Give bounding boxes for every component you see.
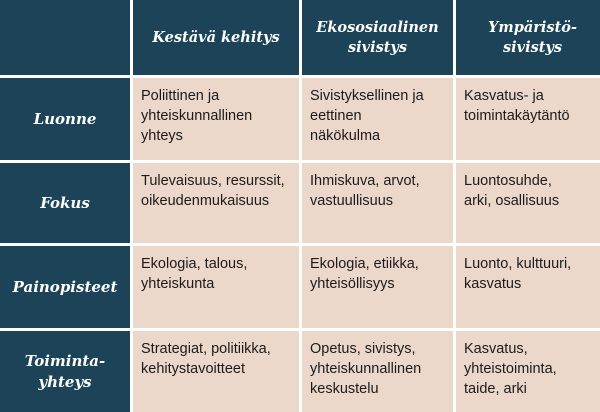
table-cell: Sivistyksellinen ja eettinen näkökulma — [302, 78, 453, 160]
table-cell: Kasvatus, yhteistoiminta, taide, arki — [456, 331, 600, 412]
column-header-environmental-education: Ympäristö- sivistys — [456, 0, 600, 75]
table-cell: Luontosuhde, arki, osallisuus — [456, 163, 600, 243]
table-cell: Poliittinen ja yhteiskunnallinen yhteys — [133, 78, 299, 160]
table-cell: Ekologia, talous, yhteiskunta — [133, 246, 299, 328]
table-cell: Opetus, sivistys, yhteiskunnallinen keskustelu — [302, 331, 453, 412]
table-cell: Ihmiskuva, arvot, vastuullisuus — [302, 163, 453, 243]
column-header-ecosocial-education: Ekososiaalinen sivistys — [302, 0, 453, 75]
row-header-focus: Fokus — [0, 163, 130, 243]
column-header-sustainable-development: Kestävä kehitys — [133, 0, 299, 75]
row-header-context: Toiminta- yhteys — [0, 331, 130, 412]
row-header-nature: Luonne — [0, 78, 130, 160]
row-header-priorities: Painopisteet — [0, 246, 130, 328]
table-cell: Strategiat, politiikka, kehitystavoitteet — [133, 331, 299, 412]
table-corner-cell — [0, 0, 130, 75]
table-cell: Luonto, kulttuuri, kasvatus — [456, 246, 600, 328]
table-cell: Ekologia, etiikka, yhteisöllisyys — [302, 246, 453, 328]
table-cell: Tulevaisuus, resurssit, oikeudenmukaisuus — [133, 163, 299, 243]
table-cell: Kasvatus- ja toimintakäytäntö — [456, 78, 600, 160]
